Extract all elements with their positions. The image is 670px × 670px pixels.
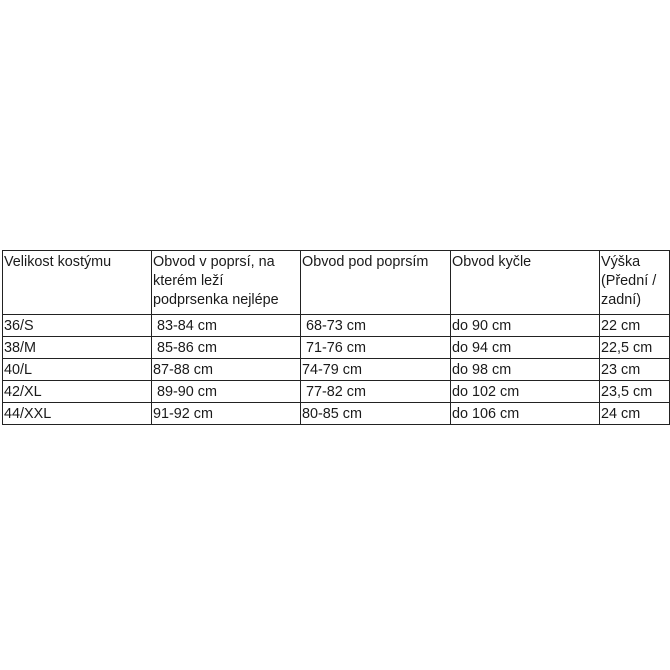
cell-bust: 85-86 cm	[152, 337, 301, 359]
table-row	[3, 315, 670, 337]
cell-bust: 87-88 cm	[152, 359, 301, 381]
cell-hip: do 106 cm	[451, 403, 600, 425]
cell-underbust: 77-82 cm	[301, 381, 451, 403]
table-row	[3, 381, 670, 403]
cell-height: 23,5 cm	[600, 381, 670, 403]
cell-size: 42/XL	[3, 381, 152, 403]
cell-height: 22 cm	[600, 315, 670, 337]
header-underbust-circumference: Obvod pod poprsím	[301, 251, 451, 315]
cell-underbust: 71-76 cm	[301, 337, 451, 359]
cell-size: 44/XXL	[3, 403, 152, 425]
header-bust-circumference: Obvod v poprsí, na kterém leží podprsenka nejlépe	[152, 251, 301, 315]
cell-underbust: 74-79 cm	[301, 359, 451, 381]
cell-bust: 89-90 cm	[152, 381, 301, 403]
cell-size: 38/M	[3, 337, 152, 359]
cell-height: 23 cm	[600, 359, 670, 381]
cell-size: 36/S	[3, 315, 152, 337]
cell-size: 40/L	[3, 359, 152, 381]
table-row	[3, 359, 670, 381]
cell-height: 24 cm	[600, 403, 670, 425]
cell-height: 22,5 cm	[600, 337, 670, 359]
cell-hip: do 102 cm	[451, 381, 600, 403]
header-height: Výška (Přední / zadní)	[600, 251, 670, 315]
cell-bust: 91-92 cm	[152, 403, 301, 425]
table-header-row	[3, 251, 670, 315]
cell-hip: do 98 cm	[451, 359, 600, 381]
table-row	[3, 403, 670, 425]
table-row	[3, 337, 670, 359]
cell-hip: do 94 cm	[451, 337, 600, 359]
cell-hip: do 90 cm	[451, 315, 600, 337]
cell-underbust: 68-73 cm	[301, 315, 451, 337]
cell-underbust: 80-85 cm	[301, 403, 451, 425]
size-chart-table	[2, 250, 670, 425]
header-hip-circumference: Obvod kyčle	[451, 251, 600, 315]
cell-bust: 83-84 cm	[152, 315, 301, 337]
header-costume-size: Velikost kostýmu	[3, 251, 152, 315]
